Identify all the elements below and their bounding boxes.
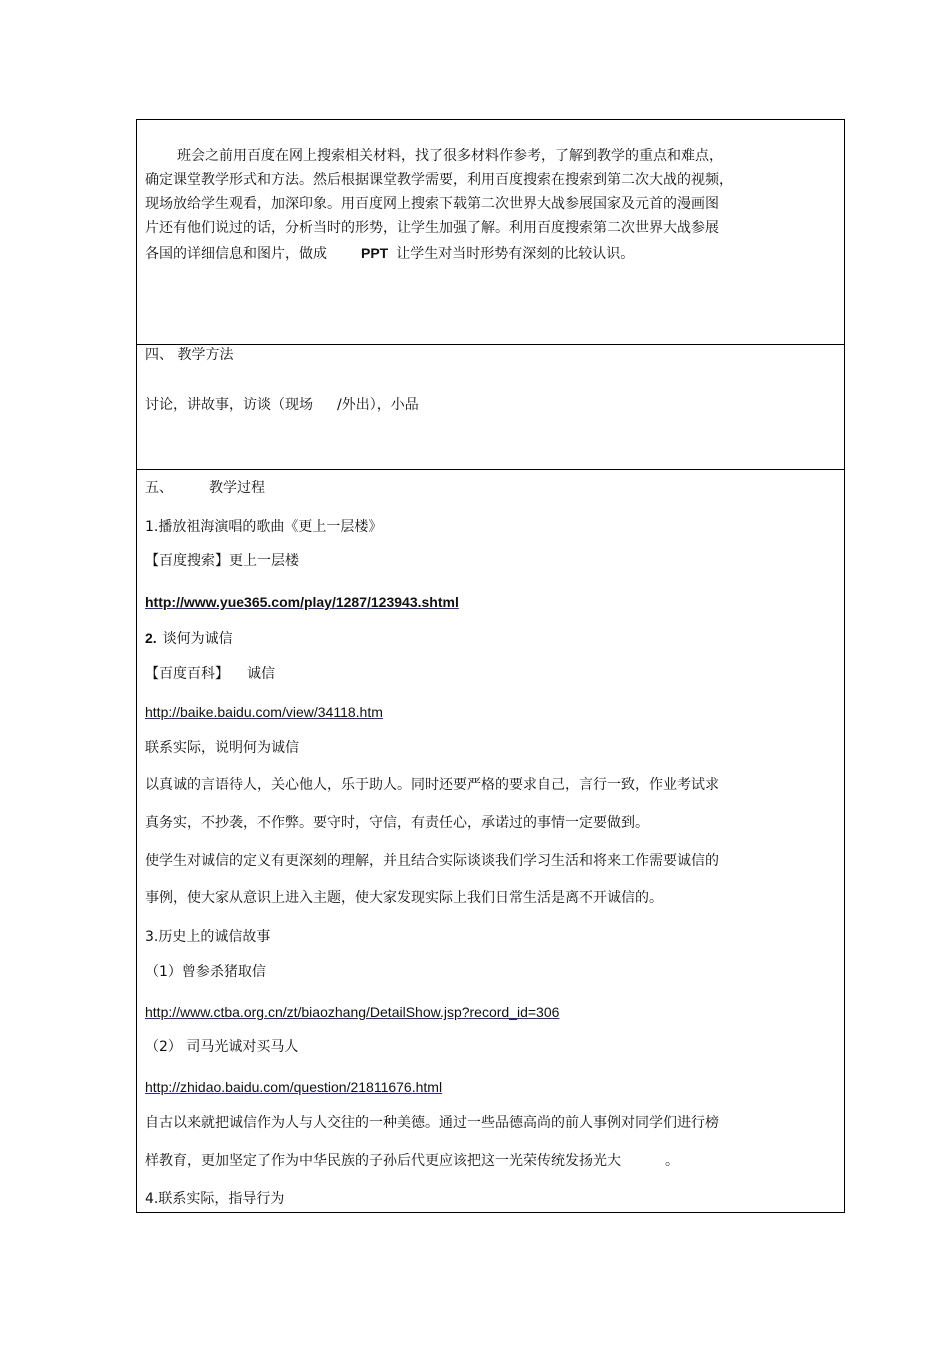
body-line-2: 确定课堂教学形式和方法。然后根据课堂教学需要，利用百度搜索在搜索到第二次大战的视频， xyxy=(145,172,733,188)
item-2-paragraph-2b: 真务实，不抄袭，不作弊。要守时，守信，有责任心，承诺过的事情一定要做到。 xyxy=(145,815,649,831)
item-2-title xyxy=(145,629,233,648)
item-4-title: 4.联系实际，指导行为 xyxy=(145,1191,285,1207)
lesson-plan-table xyxy=(136,119,845,1213)
item-2-paragraph-2a: 以真诚的言语待人，关心他人，乐于助人。同时还要严格的要求自己，言行一致，作业考试求 xyxy=(145,777,719,793)
section-4-heading: 四、 教学方法 xyxy=(145,347,234,363)
section-5-heading-num: 五、 xyxy=(145,480,173,496)
section-3-body-cell xyxy=(137,120,844,345)
item-3-story-1: （1）曾参杀猪取信 xyxy=(145,964,266,980)
body-line-5 xyxy=(145,244,634,263)
item-3-link-2[interactable]: http://zhidao.baidu.com/question/21811676.html xyxy=(145,1079,443,1095)
item-2-title-text: 谈何为诚信 xyxy=(162,631,233,647)
item-3-story-2: （2） 司马光诚对买马人 xyxy=(145,1039,299,1055)
item-2-paragraph-3a: 使学生对诚信的定义有更深刻的理解，并且结合实际谈谈我们学习生活和将来工作需要诚信的 xyxy=(145,853,719,869)
teaching-methods xyxy=(145,396,419,414)
item-3-paragraph-2 xyxy=(145,1152,679,1170)
item-3-link-1[interactable]: http://www.ctba.org.cn/zt/biaozhang/DetailShow.jsp?record_id=306 xyxy=(145,1004,560,1020)
item-1-search: 【百度搜索】更上一层楼 xyxy=(145,553,299,569)
item-2-paragraph-1: 联系实际，说明何为诚信 xyxy=(145,740,299,756)
item-3-paragraph-2-end: 。 xyxy=(665,1153,679,1169)
item-2-link[interactable]: http://baike.baidu.com/view/34118.htm xyxy=(145,704,383,720)
body-line-1: 班会之前用百度在网上搜索相关材料，找了很多材料作参考，了解到教学的重点和难点， xyxy=(177,148,723,164)
section-5-cell xyxy=(137,469,844,1213)
teaching-methods-part-a: 讨论，讲故事，访谈（现场 xyxy=(145,397,313,413)
body-line-3: 现场放给学生观看，加深印象。用百度网上搜索下载第二次世界大战参展国家及元首的漫画图 xyxy=(145,196,719,212)
section-5-heading-text: 教学过程 xyxy=(209,480,265,496)
item-2-num: 2. xyxy=(145,630,157,646)
item-3-title: 3.历史上的诚信故事 xyxy=(145,929,271,945)
teaching-methods-part-b: /外出），小品 xyxy=(337,397,419,413)
body-line-5-after: 让学生对当时形势有深刻的比较认识。 xyxy=(396,246,635,262)
item-2-baike-label: 【百度百科】 xyxy=(145,666,229,682)
ppt-label: PPT xyxy=(361,245,389,261)
body-line-4: 片还有他们说过的话，分析当时的形势，让学生加强了解。利用百度搜索第二次世界大战参展 xyxy=(145,220,719,236)
body-line-5-before: 各国的详细信息和图片，做成 xyxy=(145,246,327,262)
item-3-paragraph-1: 自古以来就把诚信作为人与人交往的一种美德。通过一些品德高尚的前人事例对同学们进行榜 xyxy=(145,1115,719,1131)
item-2-baike-term: 诚信 xyxy=(247,666,275,682)
item-1-link[interactable]: http://www.yue365.com/play/1287/123943.shtml xyxy=(145,594,459,610)
item-2-paragraph-3b: 事例，使大家从意识上进入主题，使大家发现实际上我们日常生活是离不开诚信的。 xyxy=(145,890,663,906)
item-1-title: 1.播放祖海演唱的歌曲《更上一层楼》 xyxy=(145,519,383,535)
item-2-baike xyxy=(145,665,275,683)
section-4-cell xyxy=(137,344,844,470)
section-5-heading xyxy=(145,479,265,497)
item-3-paragraph-2-text: 样教育，更加坚定了作为中华民族的子孙后代更应该把这一光荣传统发扬光大 xyxy=(145,1153,621,1169)
